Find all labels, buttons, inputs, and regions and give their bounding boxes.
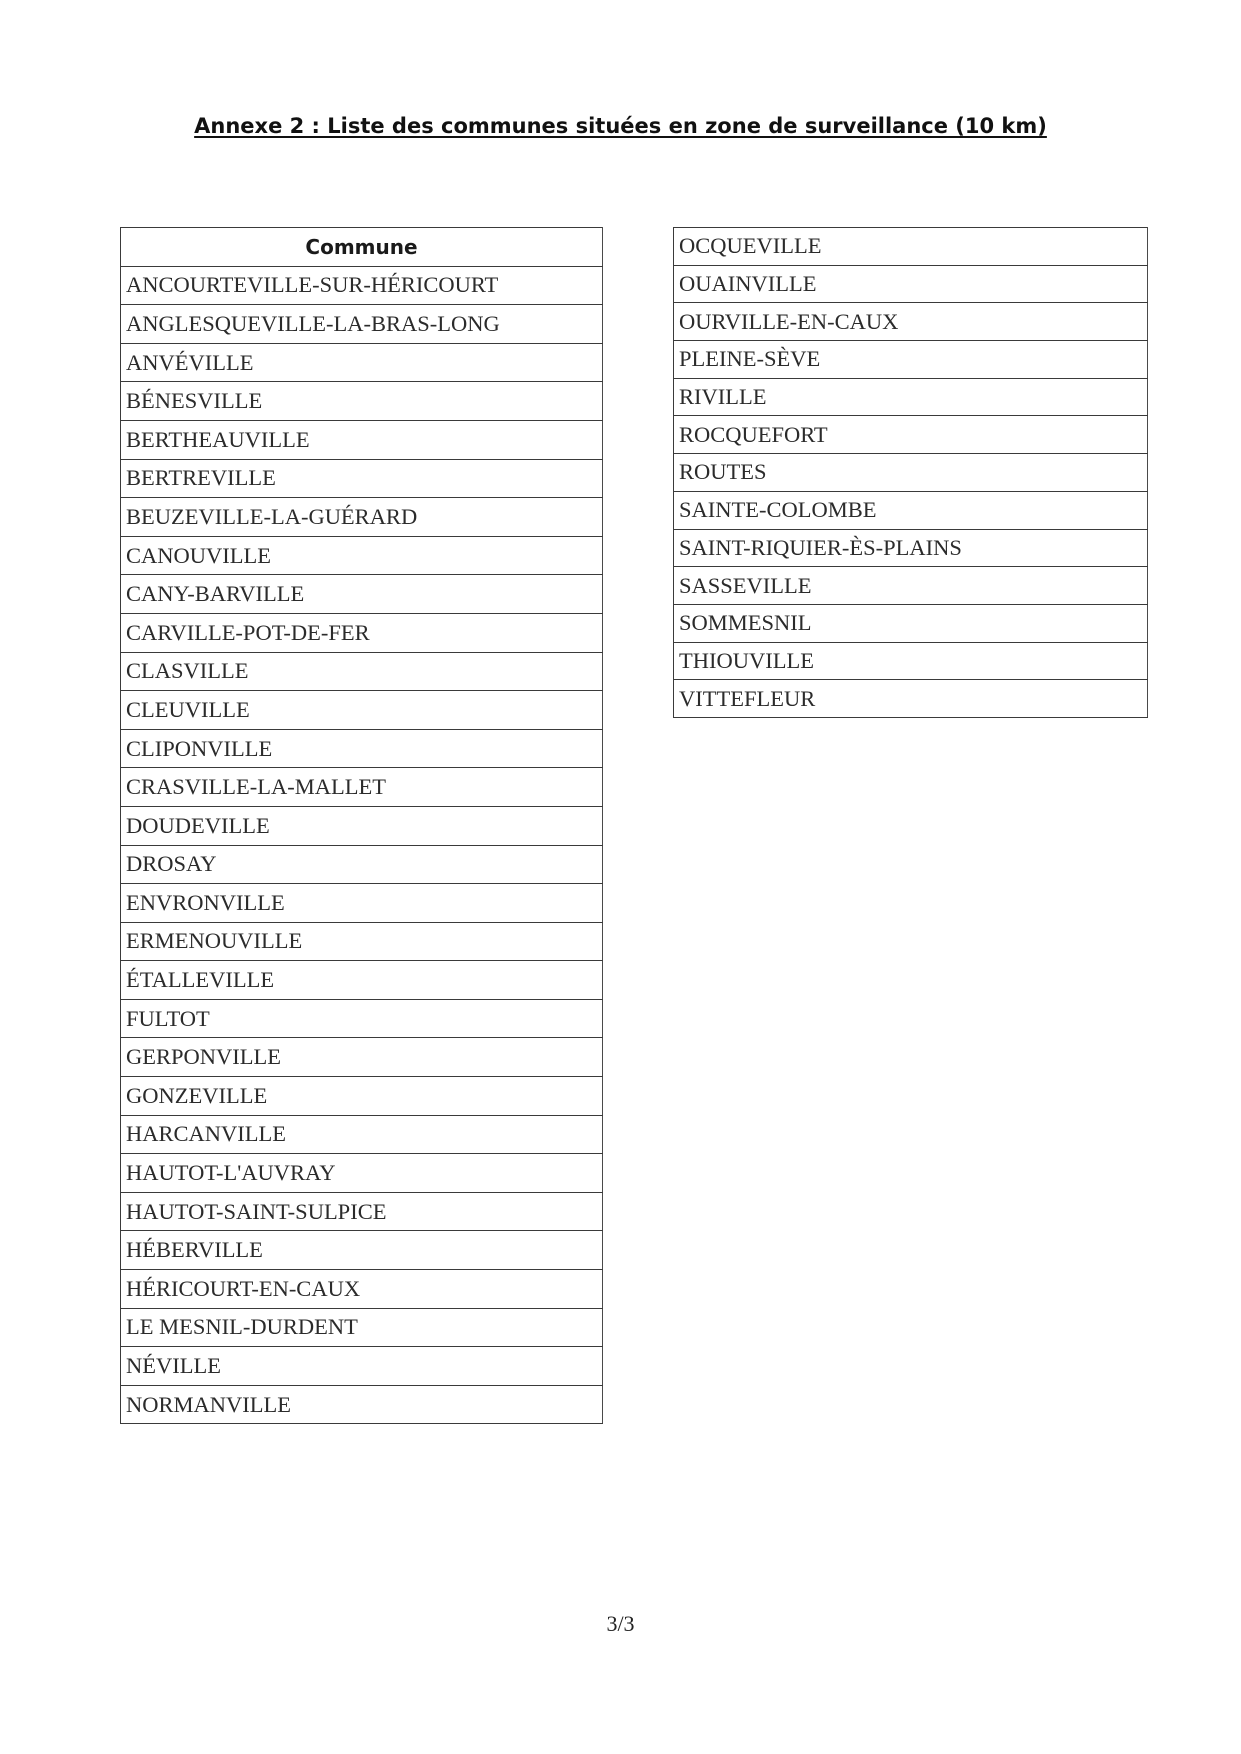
commune-cell: RIVILLE [674, 378, 1148, 416]
table-row [121, 999, 603, 1038]
commune-cell: BERTHEAUVILLE [121, 420, 603, 459]
commune-cell: HAUTOT-L'AUVRAY [121, 1154, 603, 1193]
commune-cell: OURVILLE-EN-CAUX [674, 303, 1148, 341]
table-row [121, 729, 603, 768]
commune-cell: HARCANVILLE [121, 1115, 603, 1154]
commune-cell: ANGLESQUEVILLE-LA-BRAS-LONG [121, 305, 603, 344]
table-row [121, 652, 603, 691]
table-row [121, 884, 603, 923]
column-header-commune: Commune [121, 228, 603, 267]
commune-cell: OUAINVILLE [674, 265, 1148, 303]
table-row [674, 341, 1148, 379]
commune-table-left [120, 227, 603, 1424]
table-row [121, 343, 603, 382]
commune-cell: SAINT-RIQUIER-ÈS-PLAINS [674, 529, 1148, 567]
table-row [121, 1231, 603, 1270]
table-row [674, 454, 1148, 492]
commune-cell: CANY-BARVILLE [121, 575, 603, 614]
table-row [121, 1192, 603, 1231]
table-row [121, 613, 603, 652]
table-row [121, 1115, 603, 1154]
table-row [121, 536, 603, 575]
table-row [674, 378, 1148, 416]
page-title: Annexe 2 : Liste des communes situées en zone de surveillance (10 km) [194, 114, 1047, 138]
commune-cell: FULTOT [121, 999, 603, 1038]
commune-cell: CARVILLE-POT-DE-FER [121, 613, 603, 652]
table-row [674, 265, 1148, 303]
table-row [674, 228, 1148, 266]
commune-cell: LE MESNIL-DURDENT [121, 1308, 603, 1347]
commune-cell: OCQUEVILLE [674, 228, 1148, 266]
commune-cell: ENVRONVILLE [121, 884, 603, 923]
table-row [674, 680, 1148, 718]
commune-cell: NORMANVILLE [121, 1385, 603, 1424]
commune-cell: ÉTALLEVILLE [121, 961, 603, 1000]
commune-cell: GONZEVILLE [121, 1077, 603, 1116]
table-row [674, 491, 1148, 529]
commune-cell: ANCOURTEVILLE-SUR-HÉRICOURT [121, 266, 603, 305]
commune-cell: PLEINE-SÈVE [674, 341, 1148, 379]
page-number: 3/3 [606, 1611, 635, 1636]
commune-cell: SAINTE-COLOMBE [674, 491, 1148, 529]
table-row [674, 642, 1148, 680]
table-row [121, 498, 603, 537]
table-row [674, 303, 1148, 341]
table-row [121, 1347, 603, 1386]
commune-cell: CLEUVILLE [121, 691, 603, 730]
commune-cell: NÉVILLE [121, 1347, 603, 1386]
commune-cell: BÉNESVILLE [121, 382, 603, 421]
table-row [121, 961, 603, 1000]
table-row [674, 416, 1148, 454]
commune-cell: ROUTES [674, 454, 1148, 492]
table-row [121, 691, 603, 730]
table-row [121, 806, 603, 845]
table-row [121, 1308, 603, 1347]
table-row [121, 382, 603, 421]
table-row [121, 1038, 603, 1077]
table-row [121, 1385, 603, 1424]
table-row [121, 768, 603, 807]
commune-cell: VITTEFLEUR [674, 680, 1148, 718]
table-row [121, 1270, 603, 1309]
commune-cell: BEUZEVILLE-LA-GUÉRARD [121, 498, 603, 537]
commune-cell: GERPONVILLE [121, 1038, 603, 1077]
table-row [121, 459, 603, 498]
table-row [674, 529, 1148, 567]
table-row [121, 922, 603, 961]
commune-cell: CLIPONVILLE [121, 729, 603, 768]
table-header-row [121, 228, 603, 267]
commune-table-right [673, 227, 1148, 718]
commune-cell: HAUTOT-SAINT-SULPICE [121, 1192, 603, 1231]
commune-cell: DROSAY [121, 845, 603, 884]
commune-cell: DOUDEVILLE [121, 806, 603, 845]
commune-cell: HÉBERVILLE [121, 1231, 603, 1270]
commune-cell: ERMENOUVILLE [121, 922, 603, 961]
table-row [121, 266, 603, 305]
table-row [121, 305, 603, 344]
commune-cell: CANOUVILLE [121, 536, 603, 575]
table-row [674, 567, 1148, 605]
commune-cell: ANVÉVILLE [121, 343, 603, 382]
commune-cell: SASSEVILLE [674, 567, 1148, 605]
table-row [121, 845, 603, 884]
table-row [121, 1077, 603, 1116]
commune-cell: BERTREVILLE [121, 459, 603, 498]
table-row [121, 575, 603, 614]
commune-cell: ROCQUEFORT [674, 416, 1148, 454]
table-row [121, 420, 603, 459]
commune-cell: CRASVILLE-LA-MALLET [121, 768, 603, 807]
table-row [674, 604, 1148, 642]
commune-cell: HÉRICOURT-EN-CAUX [121, 1270, 603, 1309]
commune-cell: SOMMESNIL [674, 604, 1148, 642]
commune-cell: CLASVILLE [121, 652, 603, 691]
table-row [121, 1154, 603, 1193]
commune-cell: THIOUVILLE [674, 642, 1148, 680]
